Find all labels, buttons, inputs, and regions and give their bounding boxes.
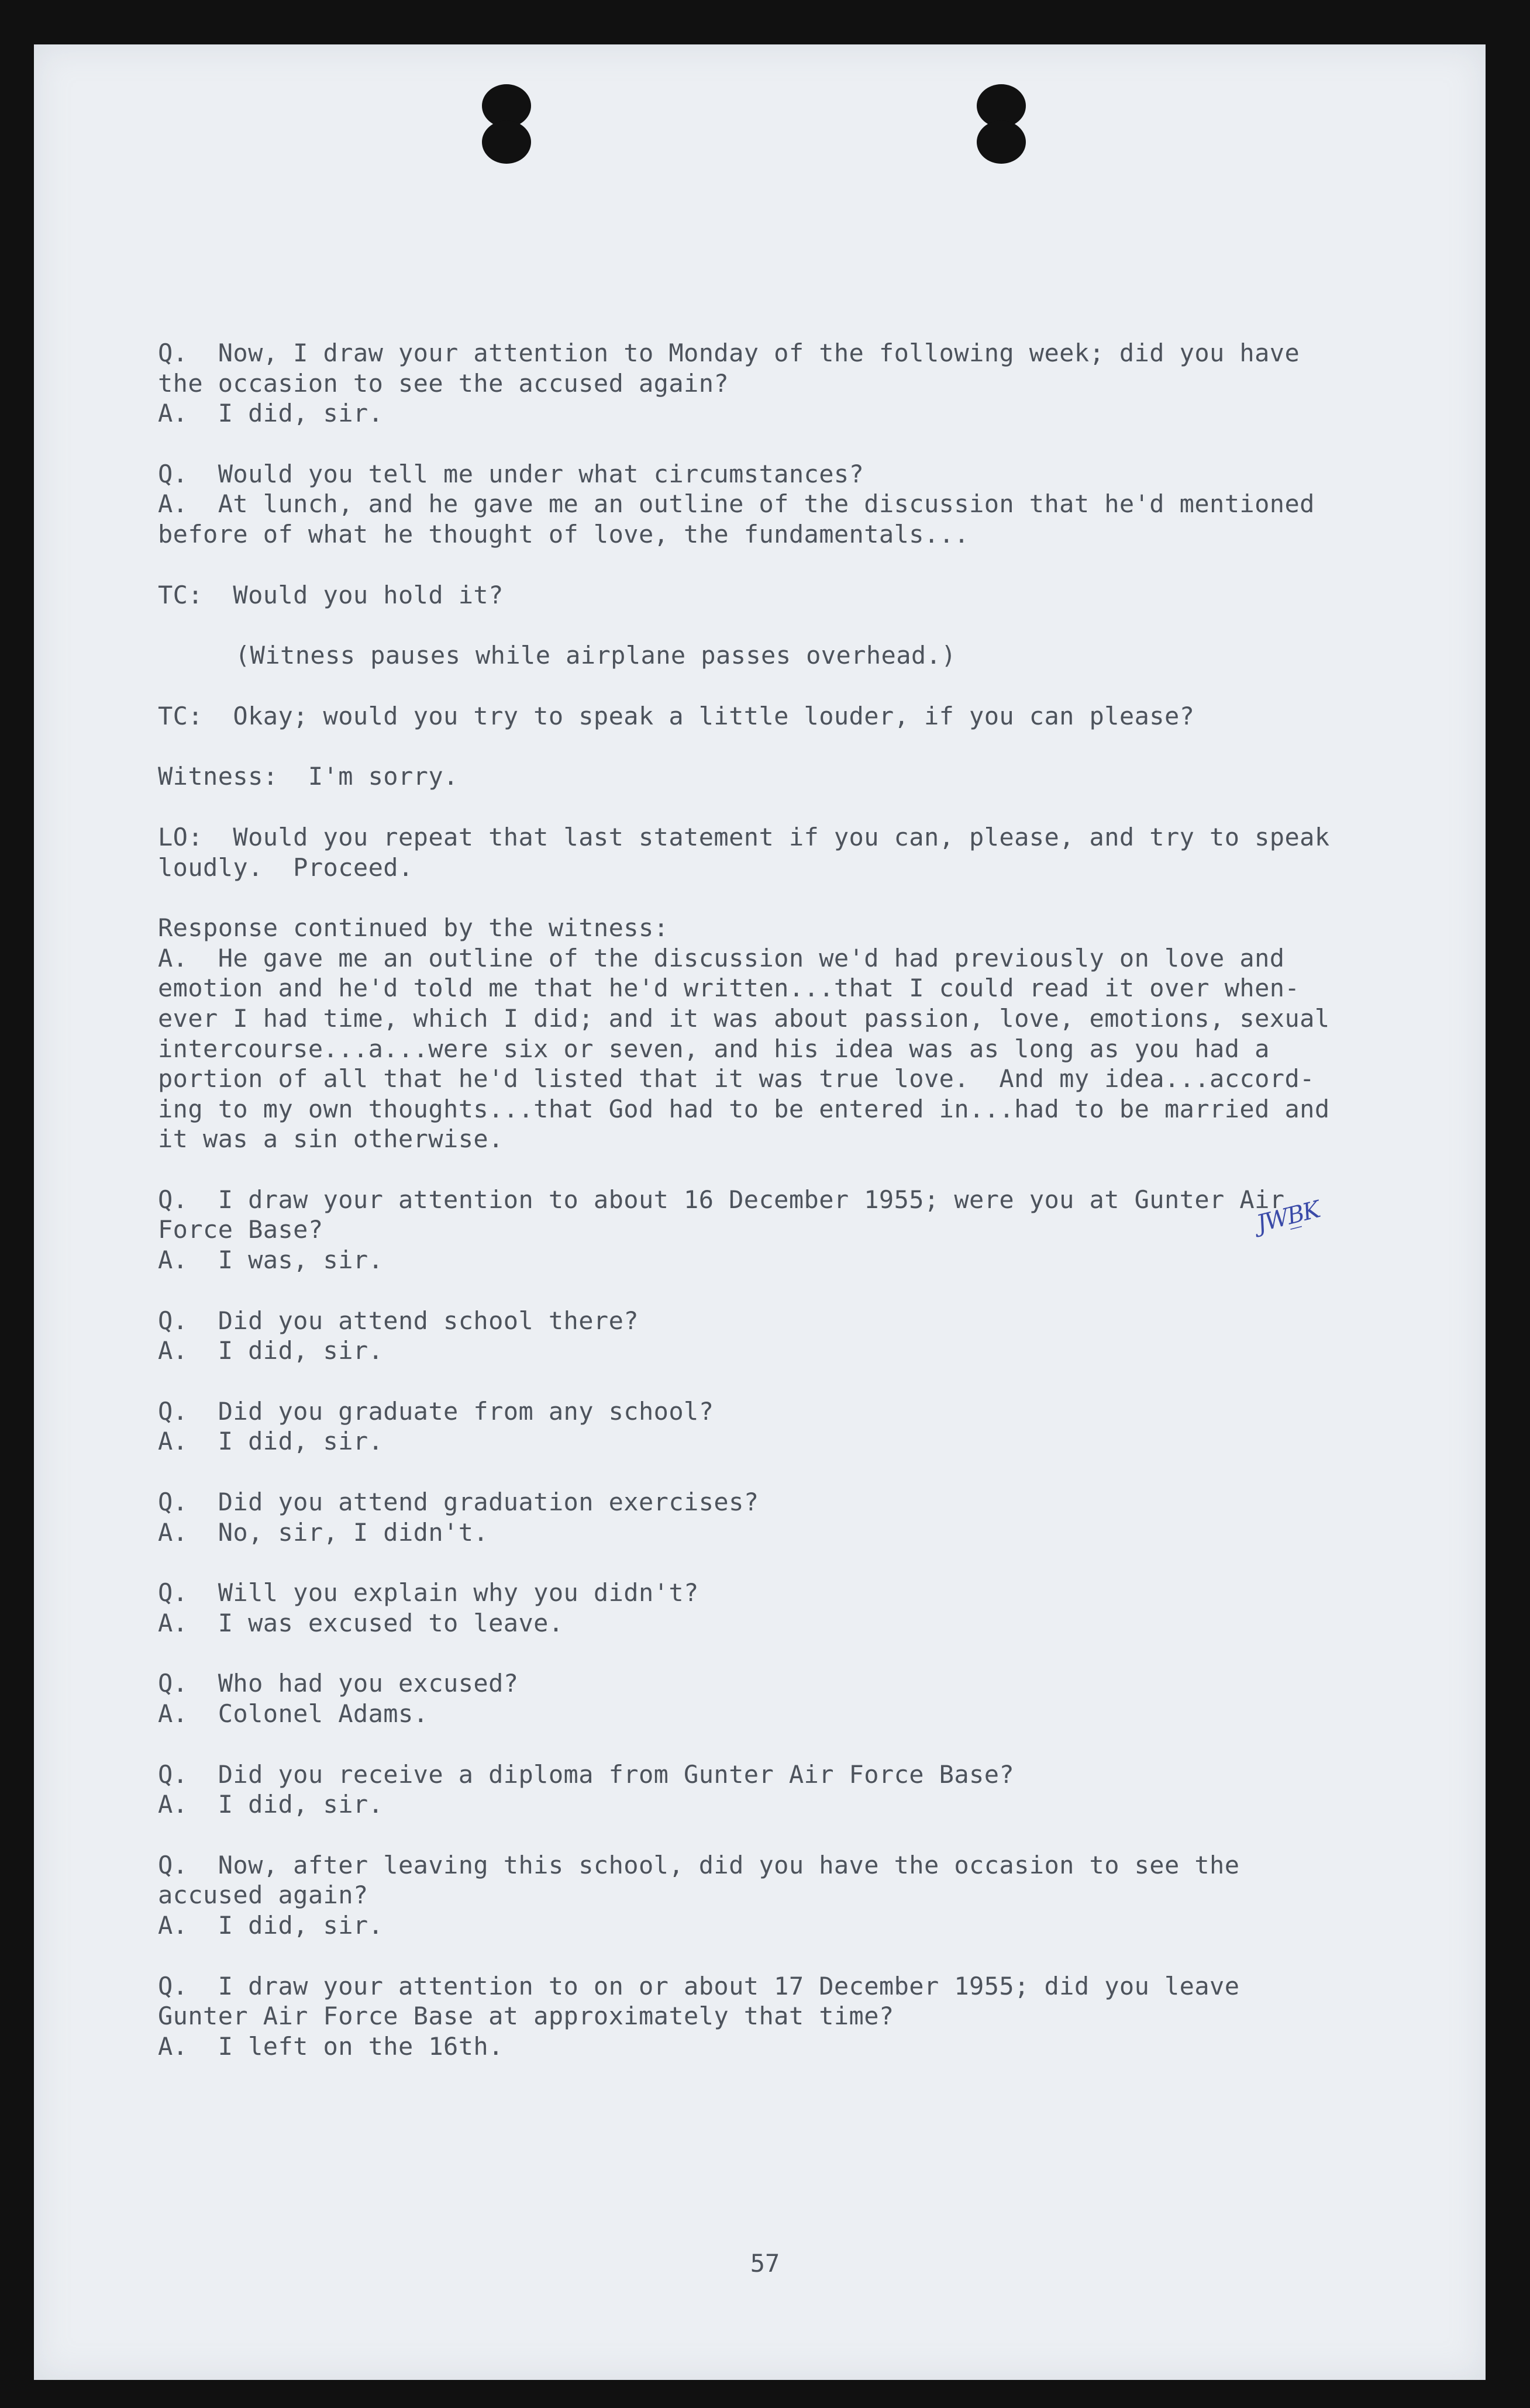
transcript-line: Q. Did you receive a diploma from Gunter Air Force Base? [158, 1760, 1015, 1789]
block-spacer [158, 1154, 1374, 1185]
transcript-block [158, 1760, 1374, 1820]
transcript-line: accused again? [158, 1881, 368, 1910]
transcript-line: Q. Who had you excused? [158, 1669, 519, 1698]
block-spacer [158, 1457, 1374, 1487]
block-spacer [158, 1547, 1374, 1578]
transcript-line: emotion and he'd told me that he'd written...that I could read it over when- [158, 974, 1300, 1003]
transcript-line: it was a sin otherwise. [158, 1124, 504, 1154]
transcript-line: A. I was, sir. [158, 1246, 384, 1275]
handwritten-initials: JWB̲K [1254, 1196, 1322, 1238]
transcript-line: A. Colonel Adams. [158, 1699, 429, 1728]
block-spacer [158, 671, 1374, 701]
transcript-line: A. At lunch, and he gave me an outline of the discussion that he'd mentioned [158, 489, 1315, 519]
transcript-block [158, 913, 1374, 1154]
transcript-line: Q. Would you tell me under what circumstances? [158, 459, 864, 488]
punch-hole-left [481, 84, 532, 166]
block-spacer [158, 731, 1374, 761]
block-spacer [158, 1275, 1374, 1306]
block-spacer [158, 792, 1374, 822]
transcript-line: Q. Did you attend school there? [158, 1306, 639, 1335]
transcript-block [158, 1578, 1374, 1638]
transcript-line: before of what he thought of love, the fundamentals... [158, 519, 970, 548]
transcript-line: (Witness pauses while airplane passes overhead.) [235, 641, 956, 670]
transcript-block [158, 640, 1374, 671]
transcript-block [158, 1306, 1374, 1366]
transcript-line: A. I did, sir. [158, 1427, 384, 1456]
transcript-block [158, 580, 1374, 610]
block-spacer [158, 1729, 1374, 1760]
transcript-line: A. I was excused to leave. [158, 1608, 564, 1637]
transcript-block [158, 459, 1374, 550]
transcript-block [158, 1185, 1374, 1275]
transcript-body [158, 338, 1374, 2061]
transcript-line: A. I did, sir. [158, 1790, 384, 1819]
transcript-line: Witness: I'm sorry. [158, 762, 459, 791]
page-number: 57 [750, 2249, 780, 2278]
transcript-line: Q. Now, I draw your attention to Monday of the following week; did you have [158, 339, 1300, 367]
transcript-block [158, 338, 1374, 429]
transcript-line: the occasion to see the accused again? [158, 368, 729, 398]
transcript-block [158, 1396, 1374, 1457]
transcript-line: LO: Would you repeat that last statement if you can, please, and try to speak [158, 822, 1330, 851]
transcript-line: TC: Would you hold it? [158, 580, 504, 609]
transcript-line: ing to my own thoughts...that God had to be entered in...had to be married and [158, 1094, 1330, 1123]
transcript-line: Q. Did you attend graduation exercises? [158, 1488, 759, 1517]
block-spacer [158, 1941, 1374, 1971]
transcript-line: A. I did, sir. [158, 399, 384, 428]
transcript-block [158, 822, 1374, 882]
punch-hole-right [976, 84, 1027, 166]
transcript-line: portion of all that he'd listed that it was true love. And my idea...accord- [158, 1064, 1315, 1093]
transcript-line: A. He gave me an outline of the discussion we'd had previously on love and [158, 943, 1285, 972]
transcript-block [158, 701, 1374, 732]
transcript-block [158, 1668, 1374, 1729]
transcript-line: ever I had time, which I did; and it was about passion, love, emotions, sexual [158, 1003, 1330, 1033]
transcript-line: Q. Will you explain why you didn't? [158, 1578, 699, 1607]
block-spacer [158, 429, 1374, 459]
transcript-block [158, 1850, 1374, 1941]
block-spacer [158, 550, 1374, 580]
block-spacer [158, 1366, 1374, 1396]
transcript-block [158, 761, 1374, 792]
block-spacer [158, 610, 1374, 640]
block-spacer [158, 1638, 1374, 1668]
transcript-line: Gunter Air Force Base at approximately that time? [158, 2002, 894, 2031]
transcript-line: intercourse...a...were six or seven, and his idea was as long as you had a [158, 1034, 1270, 1063]
transcript-line: A. No, sir, I didn't. [158, 1517, 489, 1547]
transcript-block [158, 1487, 1374, 1547]
transcript-line: Q. Did you graduate from any school? [158, 1396, 714, 1426]
transcript-line: Q. I draw your attention to on or about 17 December 1955; did you leave [158, 1971, 1240, 2000]
transcript-line: loudly. Proceed. [158, 853, 413, 882]
transcript-line: A. I did, sir. [158, 1336, 384, 1365]
block-spacer [158, 1820, 1374, 1850]
transcript-line: Q. Now, after leaving this school, did you have the occasion to see the [158, 1850, 1240, 1879]
transcript-line: Q. I draw your attention to about 16 December 1955; were you at Gunter Air [158, 1185, 1285, 1214]
transcript-block [158, 1971, 1374, 2062]
transcript-line: Force Base? [158, 1215, 323, 1244]
block-spacer [158, 882, 1374, 913]
transcript-line: A. I left on the 16th. [158, 2031, 504, 2061]
transcript-line: Response continued by the witness: [158, 913, 669, 943]
transcript-line: TC: Okay; would you try to speak a little louder, if you can please? [158, 701, 1195, 730]
transcript-line: A. I did, sir. [158, 1910, 384, 1940]
